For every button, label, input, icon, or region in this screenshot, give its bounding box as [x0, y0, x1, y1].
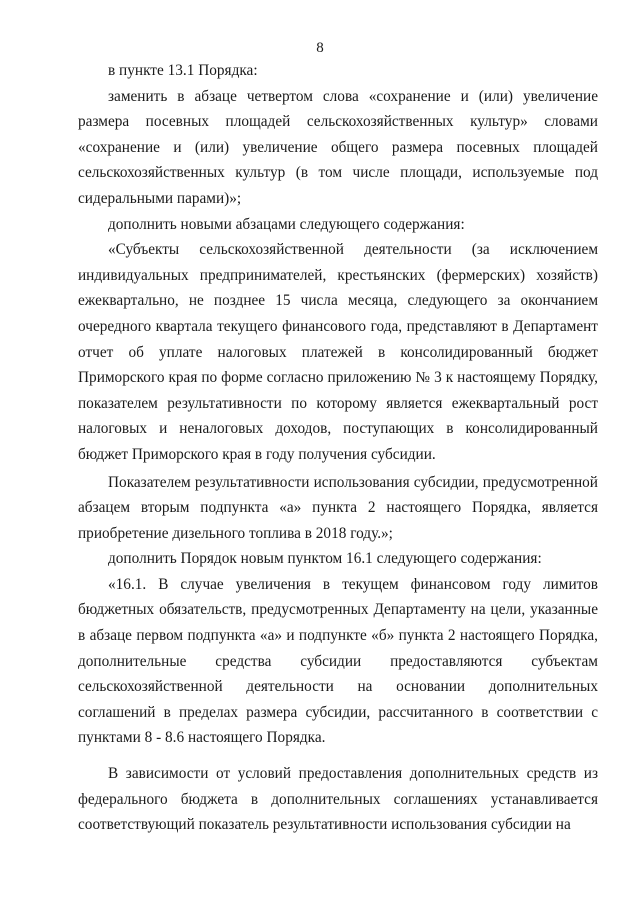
paragraph-replace-words: заменить в абзаце четвертом слова «сохранение и (или) увеличение размера посевных площадей сельскохозяйственных культур» словами «сохранение и (или) увеличение общего размера посевных площадей сельскохозяйственных культур (в том числе площади, используемые под сидеральными парами)»; [78, 87, 598, 207]
paragraph-subjects-report: «Субъекты сельскохозяйственной деятельности (за исключением индивидуальных предпринимателей, крестьянских (фермерских) хозяйств) ежеквартально, не позднее 15 числа месяца, следующего за окончанием очередного квартала текущего финансового года, представляют в Департамент отчет об уплате налоговых платежей в консолидированный бюджет Приморского края по форме согласно приложению № 3 к настоящему Порядку, показателем результативности по которому является ежеквартальный рост налоговых и неналоговых доходов, поступающих в консолидированный бюджет Приморского края в году получения субсидии. [78, 241, 598, 463]
paragraph-add-new-paragraphs: дополнить новыми абзацами следующего содержания: [108, 215, 465, 233]
document-body [78, 58, 598, 838]
paragraph-add-point-16-1: дополнить Порядок новым пунктом 16.1 следующего содержания: [108, 550, 542, 568]
paragraph-point-16-1: «16.1. В случае увеличения в текущем финансовом году лимитов бюджетных обязательств, предусмотренных Департаменту на цели, указанные в абзаце первом подпункта «а» и подпункте «б» пункта 2 настоящего Порядка, дополнительные средства субсидии предоставляются субъектам сельскохозяйственной деятельности на основании дополнительных соглашений в пределах размера субсидии, рассчитанного в соответствии с пунктами 8 - 8.6 настоящего Порядка. [78, 575, 598, 747]
paragraph-performance-indicator: Показателем результативности использования субсидии, предусмотренной абзацем вторым подпункта «а» пункта 2 настоящего Порядка, является приобретение дизельного топлива в 2018 году.»; [78, 473, 598, 542]
paragraph-intro-13-1: в пункте 13.1 Порядка: [108, 62, 258, 79]
page-number: 8 [316, 40, 324, 56]
paragraph-federal-budget: В зависимости от условий предоставления дополнительных средств из федерального бюджета в дополнительных соглашениях устанавливается соответствующий показатель результативности использования субсидии на [78, 765, 598, 834]
